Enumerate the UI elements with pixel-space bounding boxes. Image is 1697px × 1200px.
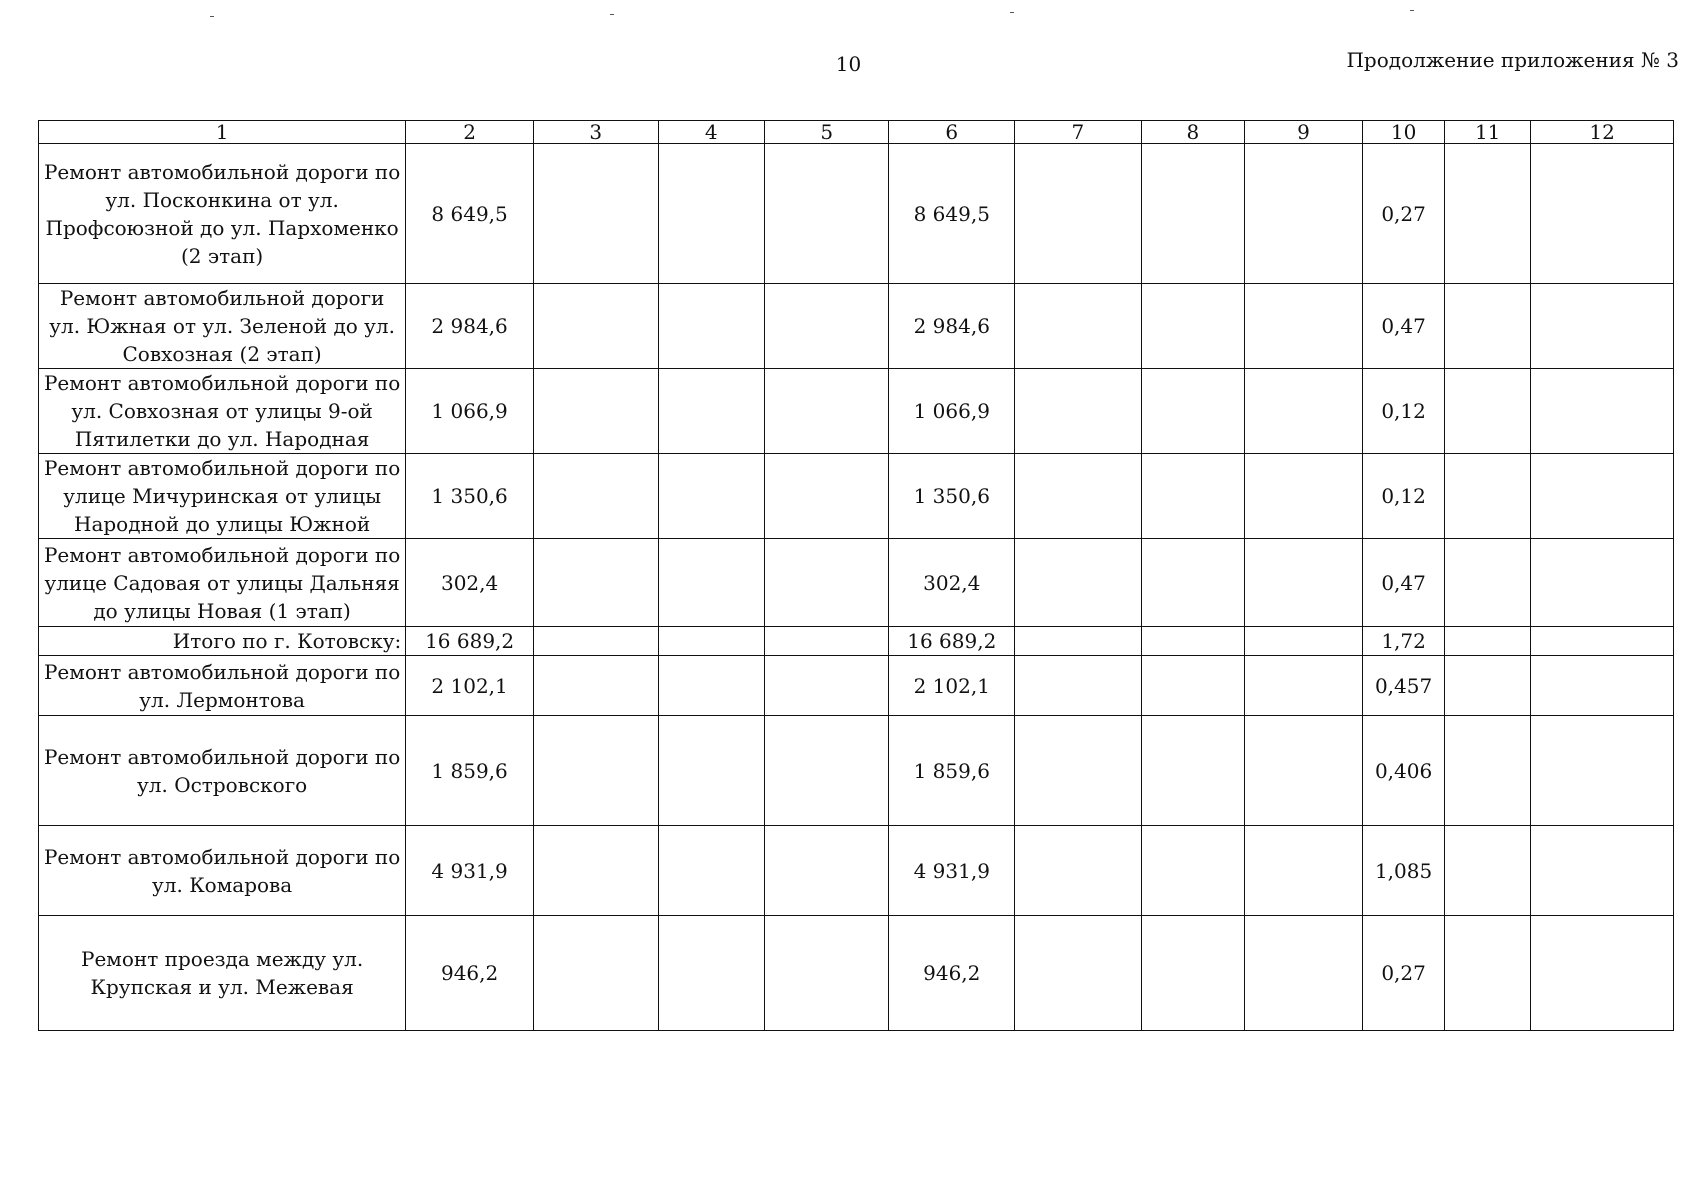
value-col10: 0,27 [1363,916,1445,1031]
value-col2: 4 931,9 [406,826,534,916]
empty-cell [1445,627,1531,656]
empty-cell [1244,539,1362,627]
scan-mark [1410,10,1414,11]
work-name-cell: Ремонт автомобильной дороги ул. Южная от ул. Зеленой до ул. Совхозная (2 этап) [39,284,406,369]
empty-cell [533,144,658,284]
empty-cell [1015,539,1142,627]
column-number: 11 [1445,121,1531,144]
table-body [39,121,1674,1031]
column-number: 1 [39,121,406,144]
empty-cell [1445,144,1531,284]
value-col10: 0,47 [1363,539,1445,627]
table-row [39,656,1674,716]
empty-cell [533,539,658,627]
value-col10: 0,12 [1363,369,1445,454]
value-col6: 1 859,6 [889,716,1015,826]
table-row [39,716,1674,826]
empty-cell [1531,539,1674,627]
empty-cell [1531,627,1674,656]
empty-cell [1015,369,1142,454]
empty-cell [533,656,658,716]
work-name-cell: Ремонт автомобильной дороги по улице Мичуринская от улицы Народной до улицы Южной [39,454,406,539]
value-col10: 0,27 [1363,144,1445,284]
column-number-row [39,121,1674,144]
column-number: 5 [764,121,889,144]
empty-cell [1531,716,1674,826]
empty-cell [533,627,658,656]
empty-cell [1244,144,1362,284]
empty-cell [658,716,764,826]
empty-cell [1141,656,1244,716]
value-col6: 2 102,1 [889,656,1015,716]
column-number: 2 [406,121,534,144]
column-number: 4 [658,121,764,144]
scan-mark [1010,12,1014,13]
value-col6: 1 066,9 [889,369,1015,454]
empty-cell [1015,716,1142,826]
empty-cell [1531,826,1674,916]
empty-cell [1015,826,1142,916]
empty-cell [764,627,889,656]
empty-cell [658,656,764,716]
empty-cell [1531,369,1674,454]
empty-cell [764,369,889,454]
empty-cell [1141,454,1244,539]
empty-cell [1015,144,1142,284]
work-name-cell: Ремонт автомобильной дороги по ул. Совхозная от улицы 9-ой Пятилетки до ул. Народная [39,369,406,454]
empty-cell [1244,826,1362,916]
table-row [39,144,1674,284]
empty-cell [658,539,764,627]
empty-cell [658,627,764,656]
empty-cell [1141,627,1244,656]
value-col10: 0,12 [1363,454,1445,539]
column-number: 7 [1015,121,1142,144]
empty-cell [1445,716,1531,826]
empty-cell [1445,826,1531,916]
empty-cell [764,454,889,539]
empty-cell [658,916,764,1031]
empty-cell [658,144,764,284]
value-col6: 1 350,6 [889,454,1015,539]
value-col6: 302,4 [889,539,1015,627]
scan-mark [210,16,214,17]
value-col2: 946,2 [406,916,534,1031]
scan-mark [610,14,614,15]
empty-cell [1141,916,1244,1031]
empty-cell [1015,284,1142,369]
empty-cell [533,826,658,916]
empty-cell [1141,826,1244,916]
empty-cell [1531,284,1674,369]
table-row [39,916,1674,1031]
main-table [38,120,1674,1031]
value-col2: 1 350,6 [406,454,534,539]
column-number: 3 [533,121,658,144]
empty-cell [764,284,889,369]
value-col10: 0,457 [1363,656,1445,716]
empty-cell [1244,284,1362,369]
empty-cell [1445,656,1531,716]
column-number: 6 [889,121,1015,144]
table-row [39,539,1674,627]
empty-cell [533,369,658,454]
empty-cell [1445,454,1531,539]
empty-cell [658,369,764,454]
empty-cell [658,454,764,539]
work-name-cell: Ремонт автомобильной дороги по ул. Комарова [39,826,406,916]
value-col10: 0,406 [1363,716,1445,826]
total-col2: 16 689,2 [406,627,534,656]
column-number: 9 [1244,121,1362,144]
value-col10: 1,085 [1363,826,1445,916]
table-row [39,826,1674,916]
empty-cell [1244,627,1362,656]
column-number: 10 [1363,121,1445,144]
value-col10: 0,47 [1363,284,1445,369]
empty-cell [764,826,889,916]
empty-cell [1445,539,1531,627]
empty-cell [533,716,658,826]
column-number: 12 [1531,121,1674,144]
empty-cell [533,454,658,539]
empty-cell [658,284,764,369]
empty-cell [1531,454,1674,539]
value-col2: 2 102,1 [406,656,534,716]
work-name-cell: Ремонт автомобильной дороги по улице Садовая от улицы Дальняя до улицы Новая (1 этап) [39,539,406,627]
value-col6: 2 984,6 [889,284,1015,369]
empty-cell [1244,656,1362,716]
table-row [39,454,1674,539]
empty-cell [1531,144,1674,284]
empty-cell [1015,916,1142,1031]
value-col6: 946,2 [889,916,1015,1031]
value-col2: 302,4 [406,539,534,627]
empty-cell [1141,539,1244,627]
page-number: 10 [835,52,862,76]
empty-cell [764,539,889,627]
empty-cell [764,144,889,284]
value-col2: 2 984,6 [406,284,534,369]
empty-cell [1445,369,1531,454]
work-name-cell: Ремонт автомобильной дороги по ул. Посконкина от ул. Профсоюзной до ул. Пархоменко (2 этап) [39,144,406,284]
empty-cell [1531,916,1674,1031]
total-col10: 1,72 [1363,627,1445,656]
empty-cell [1445,916,1531,1031]
empty-cell [1015,627,1142,656]
work-name-cell: Ремонт проезда между ул. Крупская и ул. Межевая [39,916,406,1031]
total-label: Итого по г. Котовску: [39,627,406,656]
column-number: 8 [1141,121,1244,144]
empty-cell [1244,454,1362,539]
empty-cell [1445,284,1531,369]
value-col2: 8 649,5 [406,144,534,284]
empty-cell [1141,716,1244,826]
empty-cell [533,916,658,1031]
empty-cell [1141,144,1244,284]
empty-cell [764,716,889,826]
value-col6: 8 649,5 [889,144,1015,284]
total-col6: 16 689,2 [889,627,1015,656]
empty-cell [1015,454,1142,539]
empty-cell [1244,369,1362,454]
empty-cell [533,284,658,369]
empty-cell [1141,369,1244,454]
empty-cell [764,656,889,716]
empty-cell [1244,916,1362,1031]
work-name-cell: Ремонт автомобильной дороги по ул. Лермонтова [39,656,406,716]
total-row [39,627,1674,656]
empty-cell [1015,656,1142,716]
value-col6: 4 931,9 [889,826,1015,916]
empty-cell [1531,656,1674,716]
empty-cell [1141,284,1244,369]
empty-cell [1244,716,1362,826]
table-row [39,369,1674,454]
empty-cell [658,826,764,916]
value-col2: 1 066,9 [406,369,534,454]
table-row [39,284,1674,369]
appendix-note: Продолжение приложения № 3 [1346,48,1679,72]
work-name-cell: Ремонт автомобильной дороги по ул. Островского [39,716,406,826]
value-col2: 1 859,6 [406,716,534,826]
empty-cell [764,916,889,1031]
